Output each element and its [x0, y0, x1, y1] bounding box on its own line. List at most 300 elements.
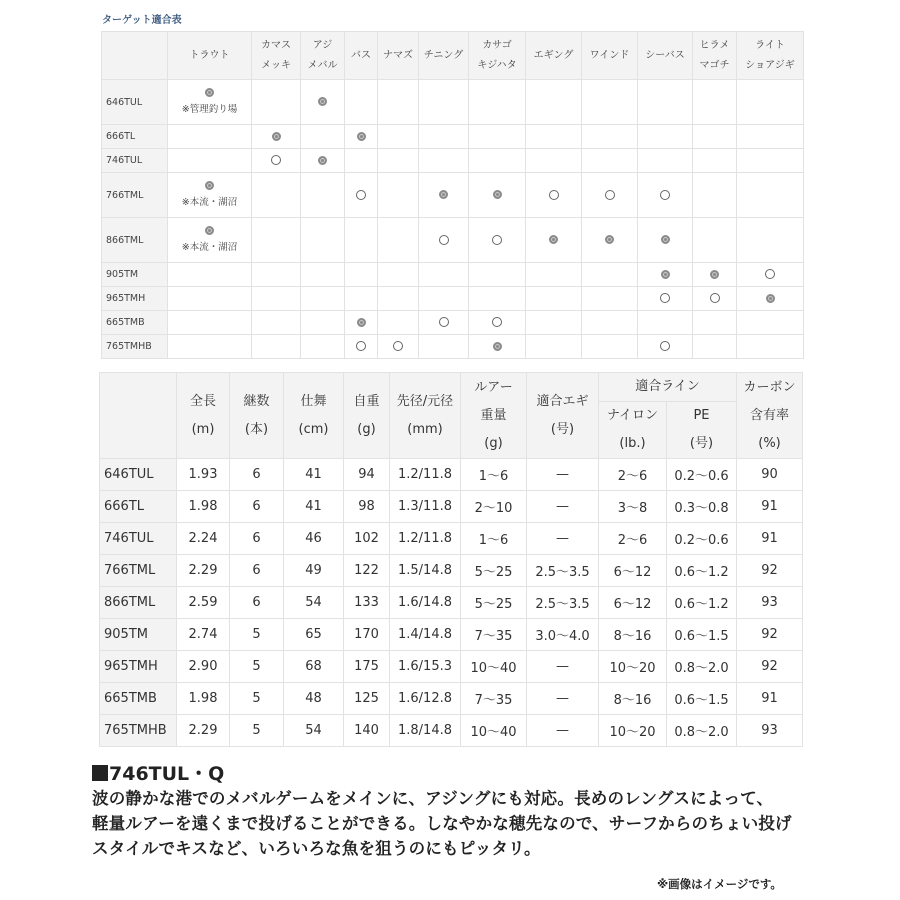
- spec-cell: 1.2/11.8: [390, 459, 461, 491]
- header-nylon: ナイロン (lb.): [599, 402, 667, 459]
- spec-cell: 0.6〜1.2: [667, 587, 737, 619]
- product-description: [92, 762, 812, 861]
- spec-cell: —: [527, 715, 599, 747]
- spec-cell: 8〜16: [599, 683, 667, 715]
- model-name: 646TUL: [100, 459, 177, 491]
- double-circle-icon: [661, 235, 670, 244]
- compatibility-cell: [378, 335, 419, 359]
- spec-row: [100, 651, 803, 683]
- target-row: [102, 287, 804, 311]
- spec-cell: 1.98: [177, 491, 230, 523]
- target-row: [102, 125, 804, 149]
- spec-cell: 7〜35: [461, 619, 527, 651]
- spec-cell: 3〜8: [599, 491, 667, 523]
- circle-icon: [549, 190, 559, 200]
- compatibility-cell: [526, 311, 582, 335]
- spec-cell: 1.93: [177, 459, 230, 491]
- description-heading: 746TUL・Q: [92, 762, 812, 786]
- compatibility-cell: [693, 125, 737, 149]
- spec-cell: 5: [230, 715, 284, 747]
- compatibility-cell: [638, 287, 693, 311]
- compatibility-cell: [378, 149, 419, 173]
- compatibility-cell: [301, 125, 345, 149]
- compatibility-cell: [378, 173, 419, 218]
- spec-cell: 133: [344, 587, 390, 619]
- compatibility-cell: [419, 335, 469, 359]
- compatibility-cell: [345, 173, 378, 218]
- double-circle-icon: [439, 190, 448, 199]
- header-pe: PE (号): [667, 402, 737, 459]
- compatibility-cell: [469, 149, 526, 173]
- header-line-group: 適合ライン: [599, 373, 737, 402]
- target-compatibility-table: [101, 31, 804, 359]
- circle-icon: [356, 190, 366, 200]
- cell-note: ※本流・湖沼: [181, 196, 238, 208]
- target-column-header: カサゴ キジハタ: [469, 32, 526, 80]
- spec-cell: 10〜40: [461, 651, 527, 683]
- compatibility-cell: [526, 173, 582, 218]
- spec-cell: —: [527, 651, 599, 683]
- double-circle-icon: [549, 235, 558, 244]
- spec-table: [99, 372, 803, 747]
- circle-icon: [439, 317, 449, 327]
- double-circle-icon: [493, 190, 502, 199]
- circle-icon: [660, 190, 670, 200]
- compatibility-cell: [252, 335, 301, 359]
- spec-row: [100, 491, 803, 523]
- target-row: [102, 173, 804, 218]
- compatibility-cell: [168, 311, 252, 335]
- double-circle-icon: [205, 181, 214, 190]
- spec-cell: 2.74: [177, 619, 230, 651]
- compatibility-cell: [582, 149, 638, 173]
- model-name: 866TML: [100, 587, 177, 619]
- compatibility-cell: [582, 263, 638, 287]
- spec-cell: 65: [284, 619, 344, 651]
- spec-cell: 90: [737, 459, 803, 491]
- spec-cell: 2.5〜3.5: [527, 555, 599, 587]
- compatibility-cell: [638, 173, 693, 218]
- compatibility-cell: [737, 311, 804, 335]
- spec-cell: 91: [737, 683, 803, 715]
- target-row: [102, 311, 804, 335]
- cell-note: ※本流・湖沼: [181, 241, 238, 253]
- target-column-header: ワインド: [582, 32, 638, 80]
- target-table-title: ターゲット適合表: [102, 15, 182, 26]
- square-bullet-icon: [92, 765, 108, 781]
- compatibility-cell: [345, 263, 378, 287]
- circle-icon: [605, 190, 615, 200]
- compatibility-cell: [737, 263, 804, 287]
- spec-cell: 2.24: [177, 523, 230, 555]
- compatibility-cell: [301, 335, 345, 359]
- compatibility-cell: [737, 125, 804, 149]
- target-column-header: エギング: [526, 32, 582, 80]
- model-name: 746TUL: [102, 149, 168, 173]
- target-column-header: トラウト: [168, 32, 252, 80]
- compatibility-cell: [345, 335, 378, 359]
- spec-row: [100, 459, 803, 491]
- circle-icon: [393, 341, 403, 351]
- spec-cell: 1〜6: [461, 523, 527, 555]
- compatibility-cell: [378, 218, 419, 263]
- header-weight: 自重 (g): [344, 373, 390, 459]
- compatibility-cell: [737, 173, 804, 218]
- compatibility-cell: [419, 263, 469, 287]
- spec-cell: 10〜20: [599, 651, 667, 683]
- spec-cell: 48: [284, 683, 344, 715]
- circle-icon: [492, 235, 502, 245]
- spec-cell: 6: [230, 523, 284, 555]
- spec-cell: 1.6/14.8: [390, 587, 461, 619]
- compatibility-cell: [582, 287, 638, 311]
- compatibility-cell: [301, 173, 345, 218]
- header-lure-weight: ルアー 重量 (g): [461, 373, 527, 459]
- compatibility-cell: [168, 80, 252, 125]
- spec-cell: 0.6〜1.5: [667, 619, 737, 651]
- model-name: 766TML: [102, 173, 168, 218]
- model-name: 665TMB: [102, 311, 168, 335]
- compatibility-cell: [419, 287, 469, 311]
- model-name: 746TUL: [100, 523, 177, 555]
- compatibility-cell: [419, 311, 469, 335]
- double-circle-icon: [357, 318, 366, 327]
- compatibility-cell: [693, 287, 737, 311]
- target-row: [102, 335, 804, 359]
- compatibility-cell: [526, 125, 582, 149]
- model-name: 646TUL: [102, 80, 168, 125]
- compatibility-cell: [378, 287, 419, 311]
- compatibility-cell: [526, 287, 582, 311]
- compatibility-cell: [582, 80, 638, 125]
- spec-cell: 91: [737, 523, 803, 555]
- double-circle-icon: [661, 270, 670, 279]
- compatibility-cell: [345, 125, 378, 149]
- circle-icon: [710, 293, 720, 303]
- compatibility-cell: [345, 80, 378, 125]
- compatibility-cell: [737, 80, 804, 125]
- spec-row: [100, 619, 803, 651]
- header-length: 全長 (m): [177, 373, 230, 459]
- header-egi: 適合エギ (号): [527, 373, 599, 459]
- compatibility-cell: [693, 173, 737, 218]
- spec-cell: 0.3〜0.8: [667, 491, 737, 523]
- compatibility-cell: [419, 218, 469, 263]
- spec-cell: 0.6〜1.5: [667, 683, 737, 715]
- spec-row: [100, 523, 803, 555]
- spec-cell: 5: [230, 619, 284, 651]
- spec-cell: —: [527, 459, 599, 491]
- target-column-header: ライト ショアジギ: [737, 32, 804, 80]
- spec-row: [100, 683, 803, 715]
- spec-cell: 1.4/14.8: [390, 619, 461, 651]
- spec-cell: 170: [344, 619, 390, 651]
- circle-icon: [492, 317, 502, 327]
- compatibility-cell: [693, 218, 737, 263]
- compatibility-cell: [301, 218, 345, 263]
- header-diameter: 先径/元径 (mm): [390, 373, 461, 459]
- compatibility-cell: [693, 80, 737, 125]
- compatibility-cell: [252, 218, 301, 263]
- spec-cell: 93: [737, 587, 803, 619]
- compatibility-cell: [345, 218, 378, 263]
- spec-cell: 122: [344, 555, 390, 587]
- compatibility-cell: [582, 218, 638, 263]
- double-circle-icon: [318, 97, 327, 106]
- compatibility-cell: [252, 173, 301, 218]
- compatibility-cell: [378, 311, 419, 335]
- compatibility-cell: [419, 80, 469, 125]
- spec-cell: 6: [230, 459, 284, 491]
- spec-cell: 2.90: [177, 651, 230, 683]
- double-circle-icon: [710, 270, 719, 279]
- spec-row: [100, 587, 803, 619]
- compatibility-cell: [469, 218, 526, 263]
- compatibility-cell: [301, 311, 345, 335]
- compatibility-cell: [526, 80, 582, 125]
- spec-cell: 91: [737, 491, 803, 523]
- compatibility-cell: [526, 335, 582, 359]
- spec-cell: 0.8〜2.0: [667, 715, 737, 747]
- spec-cell: 1.6/12.8: [390, 683, 461, 715]
- compatibility-cell: [252, 149, 301, 173]
- spec-cell: 1.2/11.8: [390, 523, 461, 555]
- spec-cell: 140: [344, 715, 390, 747]
- compatibility-cell: [469, 173, 526, 218]
- spec-cell: 2〜6: [599, 523, 667, 555]
- double-circle-icon: [605, 235, 614, 244]
- spec-cell: 93: [737, 715, 803, 747]
- spec-cell: 2.59: [177, 587, 230, 619]
- target-row: [102, 218, 804, 263]
- compatibility-cell: [638, 218, 693, 263]
- compatibility-cell: [301, 149, 345, 173]
- spec-cell: 1〜6: [461, 459, 527, 491]
- compatibility-cell: [252, 80, 301, 125]
- model-name: 666TL: [100, 491, 177, 523]
- compatibility-cell: [469, 335, 526, 359]
- double-circle-icon: [205, 88, 214, 97]
- spec-cell: 6〜12: [599, 587, 667, 619]
- compatibility-cell: [469, 287, 526, 311]
- spec-header-corner: [100, 373, 177, 459]
- compatibility-cell: [737, 218, 804, 263]
- model-name: 905TM: [102, 263, 168, 287]
- compatibility-cell: [638, 125, 693, 149]
- target-column-header: ナマズ: [378, 32, 419, 80]
- spec-cell: 1.3/11.8: [390, 491, 461, 523]
- compatibility-cell: [252, 311, 301, 335]
- compatibility-cell: [693, 149, 737, 173]
- spec-cell: 0.8〜2.0: [667, 651, 737, 683]
- spec-cell: 1.5/14.8: [390, 555, 461, 587]
- description-line: スタイルでキスなど、いろいろな魚を狙うのにもピッタリ。: [92, 839, 541, 858]
- double-circle-icon: [493, 342, 502, 351]
- compatibility-cell: [168, 125, 252, 149]
- spec-cell: 5: [230, 683, 284, 715]
- header-corner: [102, 32, 168, 80]
- compatibility-cell: [582, 125, 638, 149]
- compatibility-cell: [469, 263, 526, 287]
- image-disclaimer: ※画像はイメージです。: [657, 877, 782, 891]
- spec-cell: 54: [284, 587, 344, 619]
- spec-cell: 94: [344, 459, 390, 491]
- compatibility-cell: [526, 149, 582, 173]
- compatibility-cell: [419, 125, 469, 149]
- compatibility-cell: [693, 263, 737, 287]
- target-column-header: シーバス: [638, 32, 693, 80]
- target-column-header: カマス メッキ: [252, 32, 301, 80]
- circle-icon: [660, 293, 670, 303]
- spec-cell: 2.29: [177, 555, 230, 587]
- compatibility-cell: [638, 311, 693, 335]
- compatibility-cell: [252, 287, 301, 311]
- compatibility-cell: [693, 311, 737, 335]
- spec-cell: 175: [344, 651, 390, 683]
- spec-cell: 49: [284, 555, 344, 587]
- spec-cell: —: [527, 523, 599, 555]
- spec-cell: —: [527, 491, 599, 523]
- header-carbon: カーボン 含有率 (%): [737, 373, 803, 459]
- compatibility-cell: [301, 80, 345, 125]
- compatibility-cell: [737, 149, 804, 173]
- spec-cell: 41: [284, 491, 344, 523]
- compatibility-cell: [469, 311, 526, 335]
- spec-cell: 41: [284, 459, 344, 491]
- spec-cell: 10〜20: [599, 715, 667, 747]
- spec-cell: 6: [230, 491, 284, 523]
- header-closed-length: 仕舞 (cm): [284, 373, 344, 459]
- compatibility-cell: [378, 80, 419, 125]
- target-column-header: バス: [345, 32, 378, 80]
- spec-cell: 6〜12: [599, 555, 667, 587]
- compatibility-cell: [345, 287, 378, 311]
- target-row: [102, 263, 804, 287]
- model-name: 965TMH: [102, 287, 168, 311]
- compatibility-cell: [693, 335, 737, 359]
- description-line: 軽量ルアーを遠くまで投げることができる。しなやかな穂先なので、サーフからのちょい投げ: [92, 814, 792, 833]
- compatibility-cell: [378, 263, 419, 287]
- spec-cell: 54: [284, 715, 344, 747]
- spec-cell: 1.8/14.8: [390, 715, 461, 747]
- spec-cell: 8〜16: [599, 619, 667, 651]
- model-name: 965TMH: [100, 651, 177, 683]
- spec-cell: 125: [344, 683, 390, 715]
- double-circle-icon: [318, 156, 327, 165]
- spec-cell: 6: [230, 555, 284, 587]
- compatibility-cell: [168, 335, 252, 359]
- spec-cell: 92: [737, 555, 803, 587]
- compatibility-cell: [345, 311, 378, 335]
- target-row: [102, 149, 804, 173]
- model-name: 666TL: [102, 125, 168, 149]
- compatibility-cell: [582, 335, 638, 359]
- circle-icon: [660, 341, 670, 351]
- target-column-header: ヒラメ マゴチ: [693, 32, 737, 80]
- compatibility-cell: [345, 149, 378, 173]
- compatibility-cell: [737, 335, 804, 359]
- spec-row: [100, 715, 803, 747]
- compatibility-cell: [168, 149, 252, 173]
- spec-cell: 102: [344, 523, 390, 555]
- spec-cell: 46: [284, 523, 344, 555]
- spec-cell: 0.2〜0.6: [667, 523, 737, 555]
- spec-cell: 2〜10: [461, 491, 527, 523]
- compatibility-cell: [168, 287, 252, 311]
- model-name: 665TMB: [100, 683, 177, 715]
- spec-row: [100, 555, 803, 587]
- spec-cell: 68: [284, 651, 344, 683]
- spec-cell: 2〜6: [599, 459, 667, 491]
- target-column-header: アジ メバル: [301, 32, 345, 80]
- spec-cell: 7〜35: [461, 683, 527, 715]
- compatibility-cell: [168, 173, 252, 218]
- spec-cell: 5: [230, 651, 284, 683]
- spec-cell: 3.0〜4.0: [527, 619, 599, 651]
- compatibility-cell: [469, 80, 526, 125]
- spec-cell: 2.5〜3.5: [527, 587, 599, 619]
- circle-icon: [356, 341, 366, 351]
- spec-cell: 1.98: [177, 683, 230, 715]
- double-circle-icon: [766, 294, 775, 303]
- model-name: 766TML: [100, 555, 177, 587]
- spec-cell: 98: [344, 491, 390, 523]
- compatibility-cell: [469, 125, 526, 149]
- circle-icon: [765, 269, 775, 279]
- target-row: [102, 80, 804, 125]
- double-circle-icon: [272, 132, 281, 141]
- spec-cell: 92: [737, 619, 803, 651]
- compatibility-cell: [168, 218, 252, 263]
- spec-cell: 6: [230, 587, 284, 619]
- double-circle-icon: [357, 132, 366, 141]
- spec-cell: 5〜25: [461, 555, 527, 587]
- spec-cell: 10〜40: [461, 715, 527, 747]
- compatibility-cell: [301, 263, 345, 287]
- compatibility-cell: [638, 335, 693, 359]
- compatibility-cell: [526, 263, 582, 287]
- compatibility-cell: [252, 125, 301, 149]
- model-name: 765TMHB: [102, 335, 168, 359]
- compatibility-cell: [526, 218, 582, 263]
- spec-cell: 5〜25: [461, 587, 527, 619]
- model-name: 905TM: [100, 619, 177, 651]
- compatibility-cell: [168, 263, 252, 287]
- target-column-header: チニング: [419, 32, 469, 80]
- compatibility-cell: [638, 263, 693, 287]
- spec-cell: 92: [737, 651, 803, 683]
- circle-icon: [271, 155, 281, 165]
- compatibility-cell: [737, 287, 804, 311]
- compatibility-cell: [638, 149, 693, 173]
- compatibility-cell: [638, 80, 693, 125]
- cell-note: ※管理釣り場: [181, 103, 238, 115]
- compatibility-cell: [419, 173, 469, 218]
- compatibility-cell: [582, 173, 638, 218]
- double-circle-icon: [205, 226, 214, 235]
- header-pieces: 継数 (本): [230, 373, 284, 459]
- circle-icon: [439, 235, 449, 245]
- compatibility-cell: [419, 149, 469, 173]
- spec-cell: 0.2〜0.6: [667, 459, 737, 491]
- spec-cell: 1.6/15.3: [390, 651, 461, 683]
- compatibility-cell: [582, 311, 638, 335]
- spec-cell: —: [527, 683, 599, 715]
- description-line: 波の静かな港でのメバルゲームをメインに、アジングにも対応。長めのレングスによって、: [92, 789, 774, 808]
- spec-cell: 2.29: [177, 715, 230, 747]
- model-name: 866TML: [102, 218, 168, 263]
- compatibility-cell: [252, 263, 301, 287]
